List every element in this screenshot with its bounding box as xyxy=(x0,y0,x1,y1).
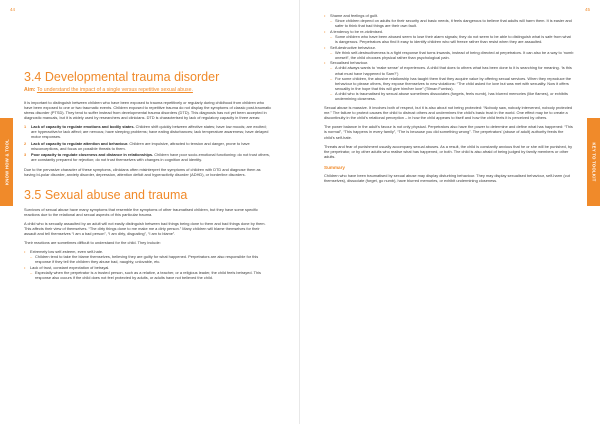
item-heading: Poor capacity to regulate closeness and distance in relationships. xyxy=(31,152,154,158)
paragraph: Sexual abuse is massive. It involves both of respect, but it is also about not being protected: “Nobody saw, nobody intervened, nobody protected me.” The failure to protect causes the child to distrust others and undermines the child’s basic trust in the world. One effect may be to create a discontinuity in the child’s relational perception – in how the child appears to itself and how the child feels it is perceived by others. xyxy=(324,105,573,121)
sub-item: – Some children who have been abused seem to lose their alarm signals; they do not seem to be able to distinguish what is safe from what is dangerous. Perpetrators also find it easy to identify children who will freeze rather than resist when they are assaulted. xyxy=(330,34,574,44)
item-heading: Lack of capacity to regulate emotions and bodily states. xyxy=(31,123,135,129)
sub-item: – Since children depend on adults for their security and basic needs, it feels dangerous to believe that adults will harm them. It is easier and safer to think that bad things are their own fault. xyxy=(330,18,574,28)
paragraph: Survivors of sexual abuse have many symptoms that resemble the symptoms of other traumatised children, but they have some specific reactions due to the relational and sexual aspects of this particular trauma. xyxy=(24,206,258,217)
side-tab xyxy=(0,118,13,206)
item-text: Children shift quickly between affective states; have low moods; are excited; are hyperactive/or lack affect; are nervous; have sleeping problems; have eating disturbances; lack temperature awareness; have delayed motor responses. xyxy=(31,123,269,140)
bullet-item xyxy=(24,265,272,280)
sub-list xyxy=(330,34,574,44)
left-content xyxy=(24,70,272,284)
numbered-list xyxy=(24,124,272,163)
paragraph: It is important to distinguish between children who have been exposed to trauma repetitively or regularly during childhood from children who have been exposed to one or two traumatic events. Children exposed to repetitive trauma do not display the symptoms of classic post-traumatic stress disorder (PTSD). They tend to suffer instead from developmental trauma disorders (DTD). This diagnosis has not yet been accepted in diagnostic manuals, but it is widely used by researchers and clinicians. DTD is characterised by lack of regulatory capacity in three areas: xyxy=(24,99,272,120)
item-number: 2 xyxy=(24,140,27,146)
sub-list xyxy=(30,270,272,280)
bullet-text: Sexualised behaviour. xyxy=(330,60,369,66)
aim-label: Aim: xyxy=(24,87,36,93)
sub-item: – We think self-destructiveness is a fight response that turns inwards, instead of being directed at perpetrators. It can also be a way to ‘numb oneself’, the child chooses physical rather than psychological pain. xyxy=(330,50,574,60)
side-tab xyxy=(587,118,600,206)
list-item xyxy=(24,124,272,139)
sub-item: – Especially when the perpetrator is a trusted person, such as a relative, a teacher, or a religious leader, the child feels betrayed. This response also occurs if the child does not feel protected by adults, or adults have not believed the child. xyxy=(30,270,272,280)
sub-item: – Children tend to take the blame themselves, believing they are guilty for what happened. Perpetrators are also responsible for this response if they tell the children they abuse bad, naughty, unlovable, etc. xyxy=(30,254,272,264)
bullet-item xyxy=(324,13,574,28)
page-number: 45 xyxy=(584,7,590,12)
item-text: Children are impulsive, attracted to tension and danger, prone to have misconceptions, and focus on possible threats to them. xyxy=(31,140,250,151)
bullet-list xyxy=(324,13,574,101)
bullet-list xyxy=(24,249,272,280)
bullet-text: Shame and feelings of guilt. xyxy=(330,13,379,18)
page-number: 44 xyxy=(10,7,16,12)
sub-list xyxy=(330,50,574,60)
paragraph: A child who is sexually assaulted by an adult will not easily distinguish between bad things being done to them and bad things done by them. This affects their view of themselves. “The dirty things done to me make me a dirty person.” Many children will blame themselves for their assault and tell themselves “I am a bad person”, “I am dirty, disgusting”, “I am to blame”. xyxy=(24,220,266,237)
bullet-text: Lack of trust, constant expectation of betrayal. xyxy=(30,265,110,271)
side-tab-label: KNOW HOW & TOOL xyxy=(4,138,9,186)
paragraph: Their reactions are sometimes difficult to understand for the child. They include: xyxy=(24,240,161,246)
sub-list xyxy=(330,65,574,101)
summary-paragraph: Children who have been traumatised by sexual abuse may display disturbing behaviour. They may display sexualised behaviour, self-harm (cut themselves), dissociate (forget, go numb), have blurred memories, or exhibit undermining closeness. xyxy=(324,172,570,184)
bullet-text: Extremely low self-esteem, even self-hate. xyxy=(30,249,104,255)
sub-item: – For some children, the abusive relationship has taught them that they acquire value by offering sexual services. When they reproduce the behaviour to please others, they expose themselves to new violations: “The child asked for love but was met with sexuality. Now it offers sexuality in the hope that this will give him/her love” (Tilman Furniss). xyxy=(330,76,574,91)
sub-list xyxy=(330,18,574,28)
sub-item: – A child always wants to ‘make sense’ of experiences. A child that does to others what has been done to it is searching for meaning. ‘Is this what must have happened to Sam?’) xyxy=(330,65,574,75)
paragraph: The power balance in the adult’s favour is not only physical. Perpetrators also have the power to determine and define what has happened: “This is normal”, “This happens in every family”, “The is because you did something wrong”. The perpetrators’ (abuse of adult) authority feeds the child’s self-hate. xyxy=(324,124,573,140)
aim-line xyxy=(24,87,272,94)
bullet-text: A tendency to be re-victimised. xyxy=(330,28,383,34)
spacer xyxy=(24,181,272,188)
item-number: 3 xyxy=(24,152,27,158)
bullet-text: Self-destructive behaviour. xyxy=(330,44,376,50)
item-text: Children have poor socio-emotional functioning: do not trust others, are constantly prepared for rejection; do not trust themselves with changes in cognition and identity. xyxy=(31,152,270,163)
list-item xyxy=(24,152,272,162)
bullet-item xyxy=(324,60,574,101)
sub-list xyxy=(30,254,272,264)
item-number: 1 xyxy=(24,123,27,129)
list-item xyxy=(24,141,272,151)
paragraph: Due to the pervasive character of these symptoms, clinicians often misinterpret the symptoms of children with DTD and diagnose them as having bi-polar disorder, anxiety disorder, depression, attention deficit and hyperactivity disorder (ADHD), or borderline disorders. xyxy=(24,166,261,177)
section-title: 3.5 Sexual abuse and trauma xyxy=(24,187,188,202)
section-title: 3.4 Developmental trauma disorder xyxy=(24,70,220,84)
right-page xyxy=(300,0,600,424)
side-tab-label: KEY TO TOOLKIT xyxy=(591,142,596,182)
bullet-item xyxy=(324,29,574,44)
sub-item: – A child who is traumatised by sexual abuse sometimes dissociates (forgets, feels numb), has blurred memories (like flames), or exhibits undermining closeness. xyxy=(330,91,574,101)
aim-text: To understand the impact of a single versus repetitive sexual abuse. xyxy=(36,87,193,93)
right-content xyxy=(324,13,574,187)
bullet-item xyxy=(324,45,574,60)
paragraph: Threats and fear of punishment usually accompany sexual abuses. As a result, the child is constantly anxious that he or she will be punished, by the perpetrator, or by other adults who realise what has happened, or both. The child is also afraid of being judged by family members or other adults. xyxy=(324,143,573,159)
item-heading: Lack of capacity to regulate attention and behaviour. xyxy=(31,140,129,146)
bullet-item xyxy=(24,249,272,264)
summary-heading: Summary xyxy=(324,164,345,170)
